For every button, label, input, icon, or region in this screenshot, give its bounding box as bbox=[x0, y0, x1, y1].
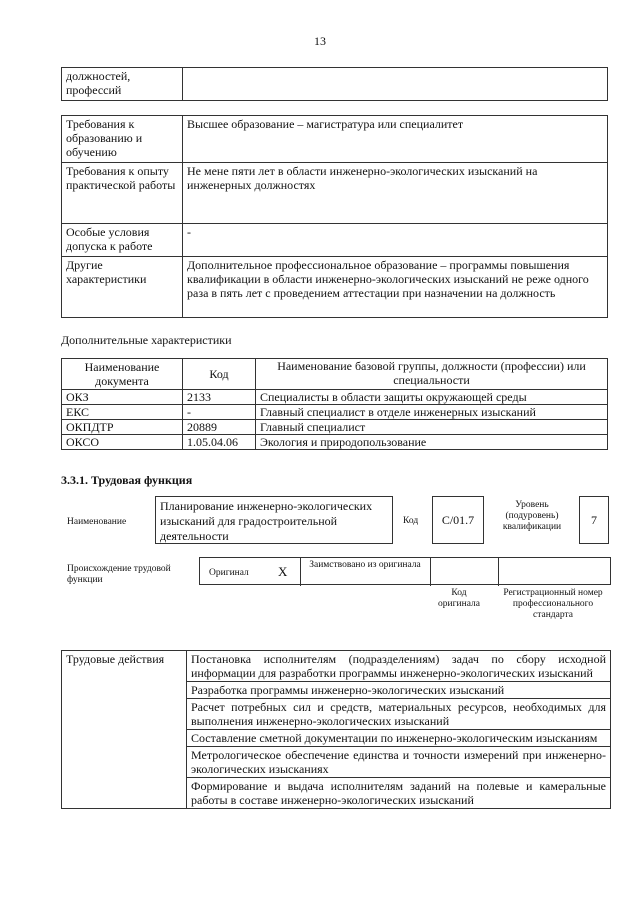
additional-table bbox=[61, 358, 608, 450]
level-value: 7 bbox=[579, 496, 609, 544]
requirements-table bbox=[61, 115, 608, 318]
level-label: Уровень (подуровень) квалификации bbox=[502, 500, 562, 532]
occupations-value bbox=[183, 68, 608, 101]
origin-box bbox=[199, 557, 611, 585]
labor-action-item: Постановка исполнителям (подразделениям) задач по сбору исходной информации для разработки программы инженерно-экологических изысканий bbox=[187, 651, 611, 682]
requirement-label: Другие характеристики bbox=[62, 257, 183, 318]
cell-code: 20889 bbox=[183, 420, 256, 435]
requirement-label: Требования к опыту практической работы bbox=[62, 163, 183, 224]
requirement-value: - bbox=[183, 224, 608, 257]
code-original-label: Код оригинала bbox=[438, 588, 480, 609]
original-label: Оригинал bbox=[209, 568, 249, 578]
cell-code: 1.05.04.06 bbox=[183, 435, 256, 450]
cell-name: Главный специалист bbox=[256, 420, 608, 435]
labor-action-item: Метрологическое обеспечение единства и точности измерений при инженерно-экологических изысканиях bbox=[187, 747, 611, 778]
cell-name: Специалисты в области защиты окружающей среды bbox=[256, 390, 608, 405]
function-name-value: Планирование инженерно-экологических изысканий для градостроительной деятельности bbox=[155, 496, 393, 544]
labor-action-item: Формирование и выдача исполнителям заданий на полевые и камеральные работы в составе инженерно-экологических изысканий bbox=[187, 778, 611, 809]
requirement-label: Особые условия допуска к работе bbox=[62, 224, 183, 257]
table-header-row bbox=[62, 359, 608, 390]
occupations-table bbox=[61, 67, 608, 101]
labor-action-item: Составление сметной документации по инженерно-экологическим изысканиям bbox=[187, 730, 611, 747]
requirement-value: Дополнительное профессиональное образование – программы повышения квалификации в области инженерно-экологических изысканий не реже одного раза в пять лет с проведением аттестации при назначении на должность bbox=[183, 257, 608, 318]
cell-doc: ОКСО bbox=[62, 435, 183, 450]
function-code-label: Код bbox=[403, 516, 419, 526]
labor-actions-table bbox=[61, 650, 611, 809]
table-row bbox=[62, 116, 608, 163]
labor-action-item: Разработка программы инженерно-экологических изысканий bbox=[187, 682, 611, 699]
header-code: Код bbox=[183, 359, 256, 390]
function-code-value: С/01.7 bbox=[432, 496, 484, 544]
cell-doc: ОКПДТР bbox=[62, 420, 183, 435]
header-doc: Наименование документа bbox=[62, 359, 183, 390]
reg-number-label: Регистрационный номер профессионального стандарта bbox=[503, 588, 603, 620]
header-name: Наименование базовой группы, должности (профессии) или специальности bbox=[256, 359, 608, 390]
requirement-value: Высшее образование – магистратура или специалитет bbox=[183, 116, 608, 163]
table-row bbox=[62, 224, 608, 257]
cell-doc: ЕКС bbox=[62, 405, 183, 420]
page-number: 13 bbox=[314, 34, 326, 48]
labor-actions-label: Трудовые действия bbox=[62, 651, 187, 809]
additional-title: Дополнительные характеристики bbox=[61, 333, 232, 347]
table-row bbox=[62, 405, 608, 420]
origin-label: Происхождение трудовой функции bbox=[67, 564, 171, 585]
table-row bbox=[62, 420, 608, 435]
occupations-label: должностей, профессий bbox=[62, 68, 183, 101]
cell-doc: ОКЗ bbox=[62, 390, 183, 405]
requirement-value: Не мене пяти лет в области инженерно-экологических изысканий на инженерных должностях bbox=[183, 163, 608, 224]
cell-name: Экология и природопользование bbox=[256, 435, 608, 450]
table-row bbox=[62, 390, 608, 405]
cell-name: Главный специалист в отделе инженерных изысканий bbox=[256, 405, 608, 420]
requirement-label: Требования к образованию и обучению bbox=[62, 116, 183, 163]
borrowed-label: Заимствовано из оригинала bbox=[309, 560, 421, 570]
section-title: 3.3.1. Трудовая функция bbox=[61, 473, 193, 487]
function-name-label: Наименование bbox=[67, 517, 127, 527]
labor-action-item: Расчет потребных сил и средств, материальных ресурсов, необходимых для выполнения инженерно-экологических изысканий bbox=[187, 699, 611, 730]
table-row bbox=[62, 163, 608, 224]
original-mark: X bbox=[278, 564, 288, 579]
table-row bbox=[62, 651, 611, 682]
cell-code: 2133 bbox=[183, 390, 256, 405]
table-row bbox=[62, 257, 608, 318]
cell-code: - bbox=[183, 405, 256, 420]
table-row bbox=[62, 435, 608, 450]
